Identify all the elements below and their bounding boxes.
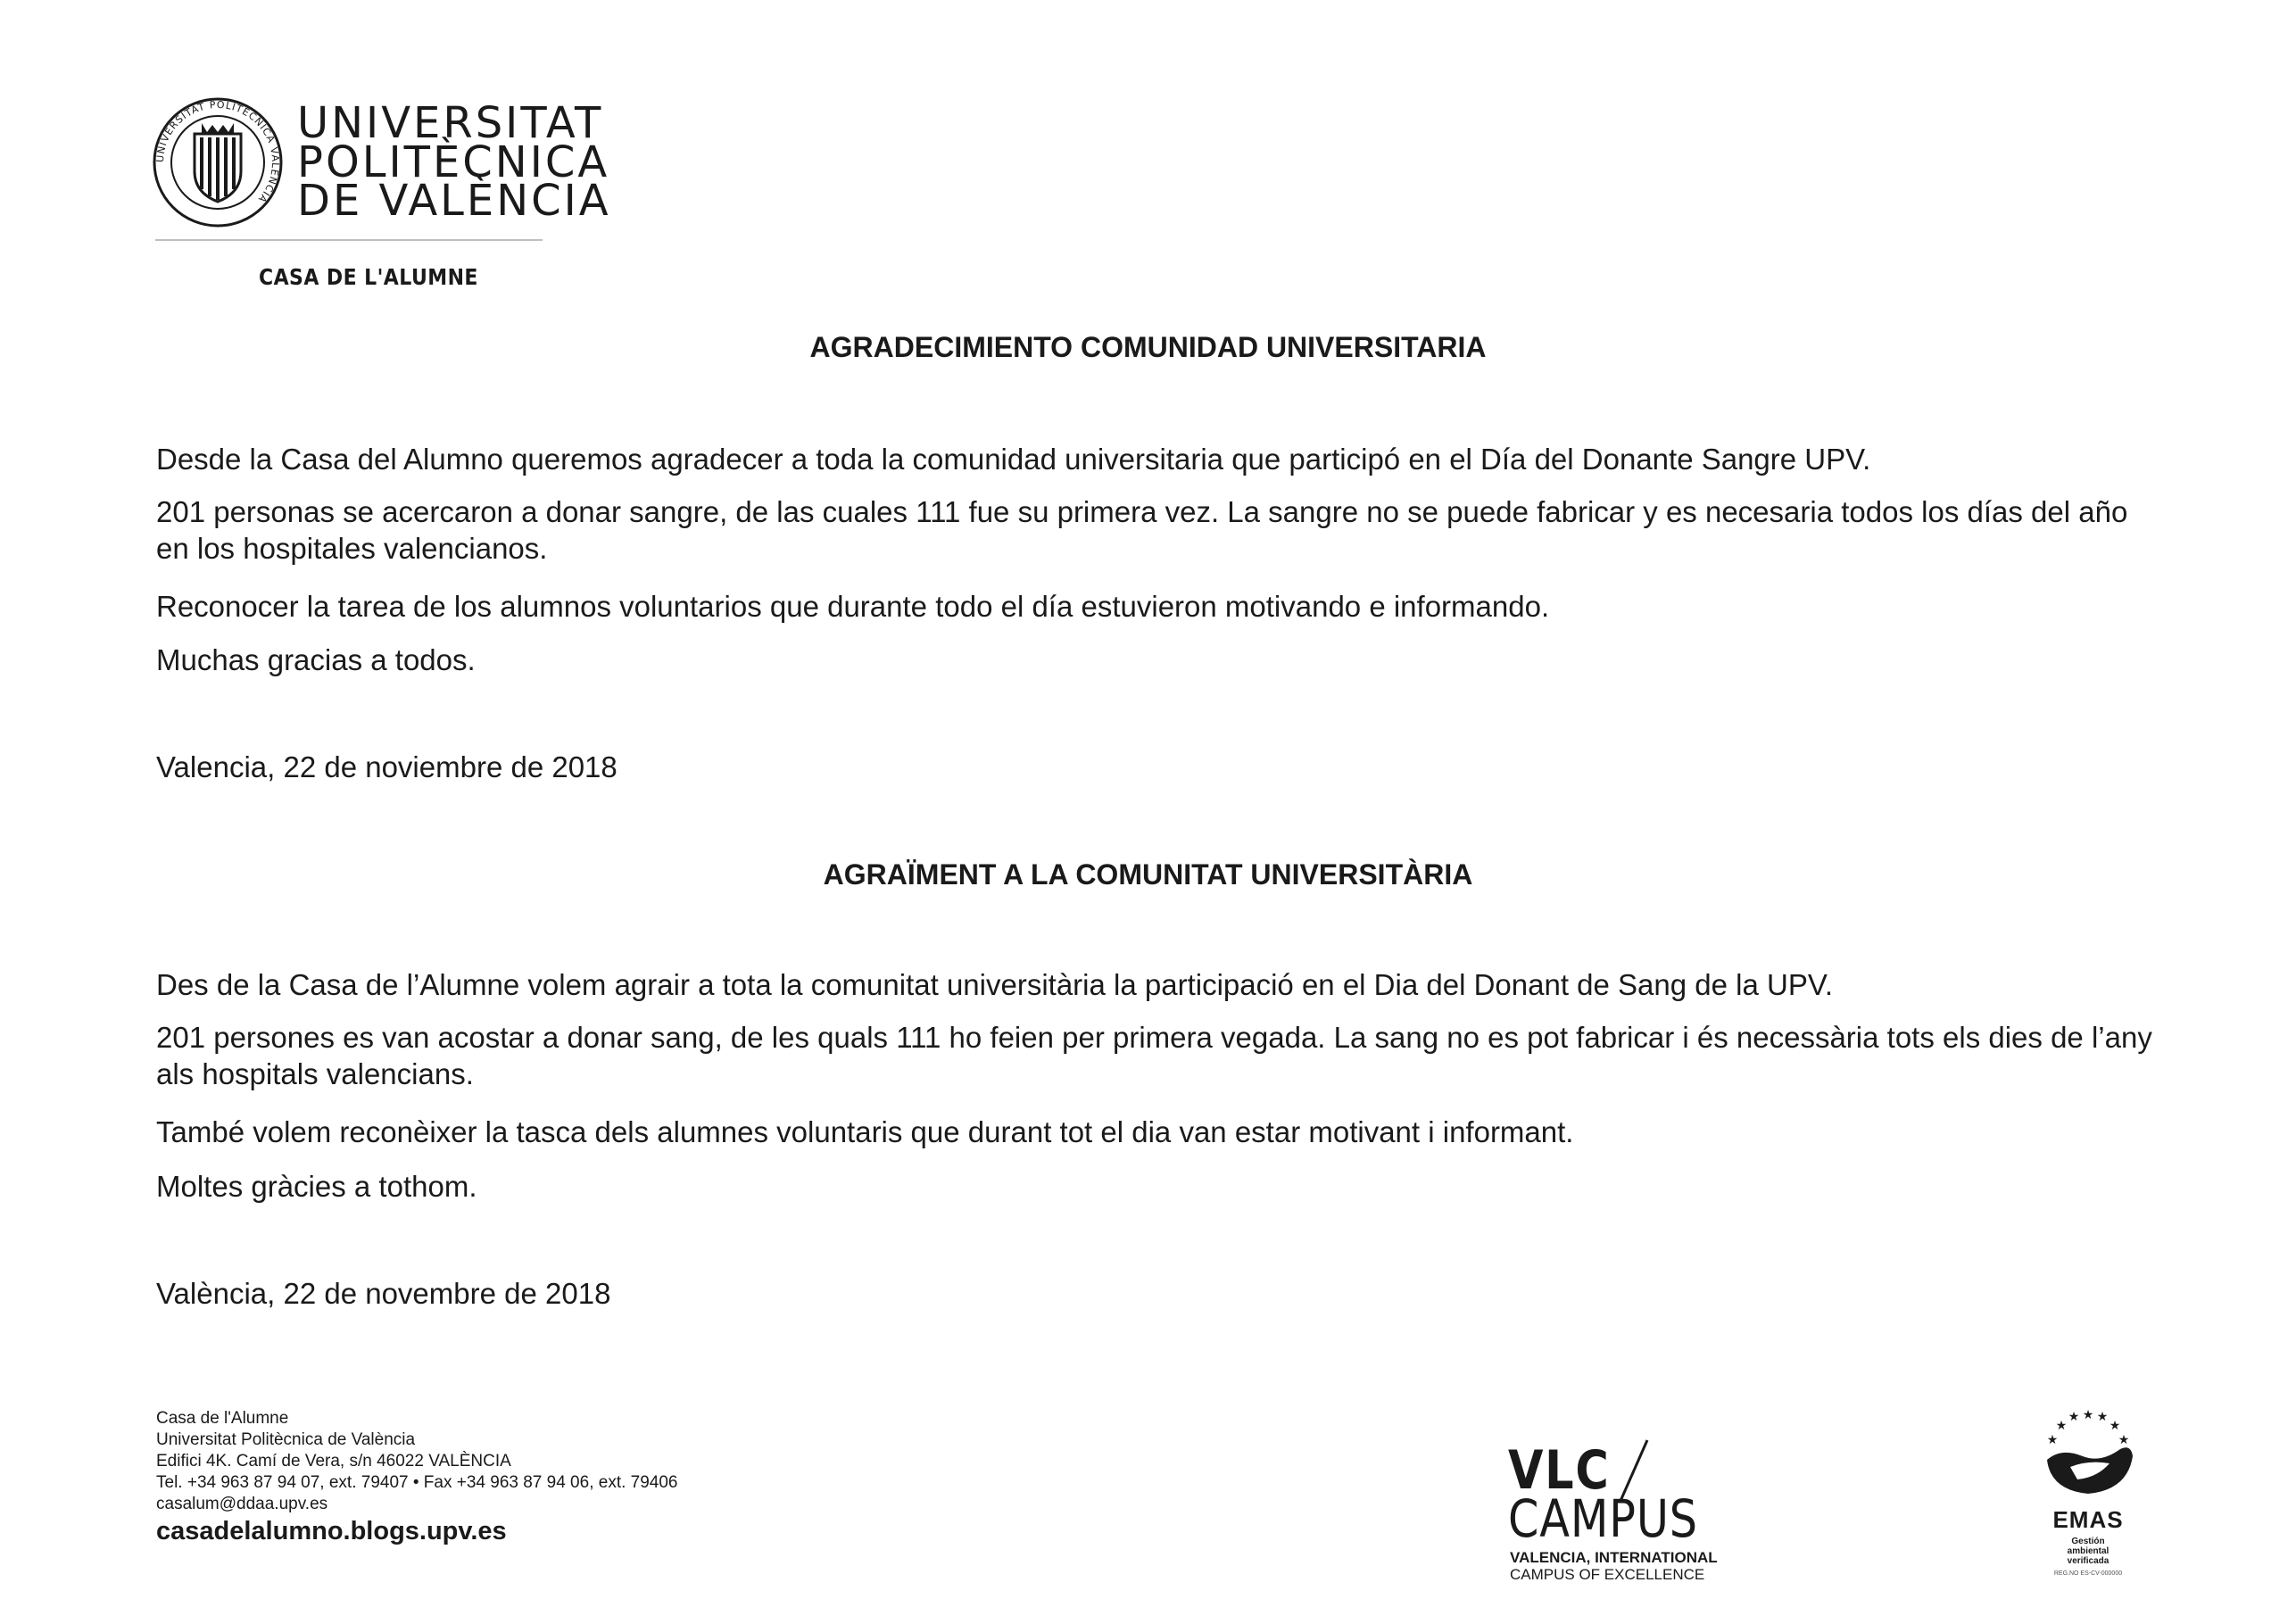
vlc-campus-subtitle: VALENCIA, INTERNATIONAL	[1510, 1549, 1718, 1566]
valencian-paragraph: També volem reconèixer la tasca dels alumnes voluntaris que durant tot el dia van estar motivant i informant.	[156, 1115, 1574, 1148]
spanish-paragraph: Reconocer la tarea de los alumnos voluntarios que durante todo el día estuvieron motivando e informando.	[156, 590, 1550, 623]
emas-registration-number: REG.NO ES-CV-000000	[2053, 1570, 2123, 1577]
university-name-line1: UNIVERSITAT	[297, 98, 604, 148]
svg-text:★: ★	[2082, 1408, 2094, 1422]
emas-logo-name: EMAS	[2052, 1506, 2124, 1533]
footer-email-link[interactable]: casalum@ddaa.upv.es	[156, 1495, 328, 1513]
spanish-paragraph: 201 personas se acercaron a donar sangre, de las cuales 111 fue su primera vez. La sangre no se puede fabricar y es necesaria todos los días del año en los hospitales valencianos.	[156, 495, 2128, 565]
spanish-heading: AGRADECIMIENTO COMUNIDAD UNIVERSITARIA	[809, 331, 1487, 363]
valencian-date: València, 22 de novembre de 2018	[156, 1277, 611, 1310]
footer-address-line: Universitat Politècnica de València	[156, 1430, 416, 1449]
university-name-line3: DE VALÈNCIA	[297, 176, 611, 226]
emas-logo-icon	[2035, 1404, 2142, 1503]
svg-text:★: ★	[2096, 1410, 2109, 1424]
svg-text:★: ★	[2068, 1410, 2080, 1424]
footer-address-line: Casa de l'Alumne	[156, 1409, 289, 1428]
department-name: CASA DE L'ALUMNE	[259, 264, 478, 290]
vlc-campus-logo-bottom: CAMPUS	[1508, 1488, 1698, 1549]
emas-logo-caption: verificada	[2067, 1556, 2110, 1566]
university-seal-logo	[152, 96, 284, 228]
logo-divider	[155, 239, 543, 241]
footer-address-line: Edifici 4K. Camí de Vera, s/n 46022 VALÈNCIA	[156, 1452, 511, 1471]
vlc-campus-logo-top: VLC	[1508, 1439, 1611, 1502]
svg-text:★: ★	[2109, 1419, 2121, 1433]
spanish-paragraph: Muchas gracias a todos.	[156, 643, 476, 676]
valencian-paragraph: 201 persones es van acostar a donar sang, de les quals 111 ho feien per primera vegada. La sang no es pot fabricar i és necessària tots els dies de l’any als hospitals valencians.	[156, 1021, 2152, 1090]
spanish-date: Valencia, 22 de noviembre de 2018	[156, 750, 618, 783]
svg-text:★: ★	[2046, 1433, 2059, 1447]
spanish-paragraph: Desde la Casa del Alumno queremos agradecer a toda la comunidad universitaria que participó en el Día del Donante Sangre UPV.	[156, 443, 1871, 476]
footer-blog-link[interactable]: casadelalumno.blogs.upv.es	[156, 1517, 507, 1545]
valencian-heading: AGRAÏMENT A LA COMUNITAT UNIVERSITÀRIA	[823, 858, 1473, 891]
valencian-paragraph: Des de la Casa de l’Alumne volem agrair a tota la comunitat universitària la participació en el Dia del Donant de Sang de la UPV.	[156, 968, 1833, 1001]
footer-phone-line: Tel. +34 963 87 94 07, ext. 79407 • Fax +34 963 87 94 06, ext. 79406	[156, 1473, 678, 1492]
svg-text:★: ★	[2118, 1433, 2130, 1447]
vlc-campus-subtitle: CAMPUS OF EXCELLENCE	[1510, 1566, 1705, 1583]
university-name-line2: POLITÈCNICA	[297, 137, 610, 187]
seal-text: UNIVERSITAT POLITÈCNICA VALÈNCIA	[153, 98, 282, 206]
valencian-paragraph: Moltes gràcies a tothom.	[156, 1170, 477, 1203]
svg-text:★: ★	[2055, 1419, 2068, 1433]
emas-logo-caption: Gestión	[2071, 1537, 2105, 1546]
emas-logo-caption: ambiental	[2067, 1546, 2110, 1556]
